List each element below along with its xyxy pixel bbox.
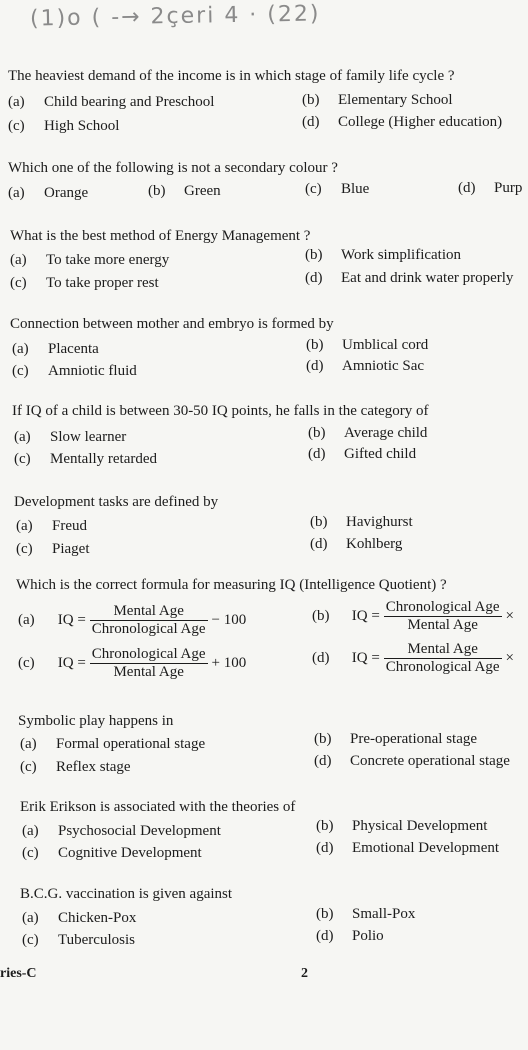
option-d: (d) Kohlberg (310, 536, 403, 552)
question-stem: B.C.G. vaccination is given against (20, 886, 233, 902)
handwritten-note: (1)o ( -→ 2çeri 4 · (22) (29, 1, 321, 32)
option-a: (a) Freud (16, 518, 87, 534)
series-label: ries-C (0, 966, 37, 981)
fraction: $\frac{\text{Chronological Age}}{\text{Mental Age}}$ (91, 646, 206, 680)
option-b: (b) Work simplification (305, 247, 462, 263)
option-b: (b) Elementary School (302, 92, 453, 108)
option-b: (b) Umblical cord (306, 337, 429, 353)
option-c: (c) High School (8, 118, 120, 134)
option-d: (d) Eat and drink water properly (305, 270, 514, 286)
option-d: (d) College (Higher education) (302, 114, 503, 130)
option-d: (d) Concrete operational stage (314, 753, 510, 769)
option-b: (b) Physical Development (316, 818, 488, 834)
question-stem: The heaviest demand of the income is in which stage of family life cycle ? (8, 68, 455, 84)
option-a: (a) To take more energy (10, 252, 170, 268)
page-number: 2 (301, 966, 308, 981)
option-c: (c) Reflex stage (20, 759, 131, 775)
question-stem: Connection between mother and embryo is formed by (10, 316, 334, 332)
option-a: (a) Placenta (12, 341, 99, 357)
option-a: (a) Formal operational stage (20, 736, 206, 752)
option-c: (c) IQ = $\frac{\text{Chronological Age}}{\text{Mental Age}}$ + 100 (18, 646, 247, 680)
option-c: (c) Mentally retarded (14, 451, 158, 467)
question-stem: Erik Erikson is associated with the theories of (20, 799, 296, 815)
option-a: (a) Chicken-Pox (22, 910, 137, 926)
question-stem: What is the best method of Energy Management ? (10, 228, 311, 244)
option-d: (d) Emotional Development (316, 840, 500, 856)
iq-formula: IQ = $\frac{\text{Mental Age}}{\text{Chronological Age}}$ × (351, 641, 514, 675)
iq-formula: IQ = $\frac{\text{Chronological Age}}{\text{Mental Age}}$ × (351, 599, 514, 633)
option-b: (b) IQ = $\frac{\text{Chronological Age}}{\text{Mental Age}}$ × (312, 599, 514, 633)
option-d: (d) Amniotic Sac (306, 358, 425, 374)
option-b: (b) Pre-operational stage (314, 731, 478, 747)
option-b: (b) Average child (308, 425, 428, 441)
question-stem: Development tasks are defined by (14, 494, 219, 510)
option-b: (b) Green (148, 183, 221, 199)
option-d: (d) Gifted child (308, 446, 417, 462)
option-a: (a) Orange (8, 185, 89, 201)
option-a: (a) Psychosocial Development (22, 823, 221, 839)
option-c: (c) Cognitive Development (22, 845, 202, 861)
option-c: (c) Tuberculosis (22, 932, 135, 948)
option-d: (d) Purp (458, 180, 523, 196)
question-stem: If IQ of a child is between 30-50 IQ points, he falls in the category of (12, 403, 429, 419)
option-d: (d) Polio (316, 928, 384, 944)
fraction: $\frac{\text{Mental Age}}{\text{Chronological Age}}$ (385, 641, 500, 675)
fraction: $\frac{\text{Chronological Age}}{\text{Mental Age}}$ (385, 599, 500, 633)
option-d: (d) IQ = $\frac{\text{Mental Age}}{\text{Chronological Age}}$ × (312, 641, 514, 675)
question-stem: Which one of the following is not a secondary colour ? (8, 160, 338, 176)
question-stem: Symbolic play happens in (18, 713, 174, 729)
question-stem: Which is the correct formula for measuring IQ (Intelligence Quotient) ? (16, 577, 447, 593)
iq-formula: IQ = $\frac{\text{Chronological Age}}{\text{Mental Age}}$ + 100 (57, 646, 247, 680)
fraction: $\frac{\text{Mental Age}}{\text{Chronological Age}}$ (91, 603, 206, 637)
option-b: (b) Havighurst (310, 514, 413, 530)
iq-formula: IQ = $\frac{\text{Mental Age}}{\text{Chronological Age}}$ − 100 (57, 603, 247, 637)
option-a: (a) IQ = $\frac{\text{Mental Age}}{\text{Chronological Age}}$ − 100 (18, 603, 247, 637)
option-a: (a) Slow learner (14, 429, 127, 445)
option-a: (a) Child bearing and Preschool (8, 94, 215, 110)
option-c: (c) Piaget (16, 541, 90, 557)
option-c: (c) Amniotic fluid (12, 363, 137, 379)
option-b: (b) Small-Pox (316, 906, 416, 922)
option-c: (c) To take proper rest (10, 275, 159, 291)
option-c: (c) Blue (305, 181, 370, 197)
